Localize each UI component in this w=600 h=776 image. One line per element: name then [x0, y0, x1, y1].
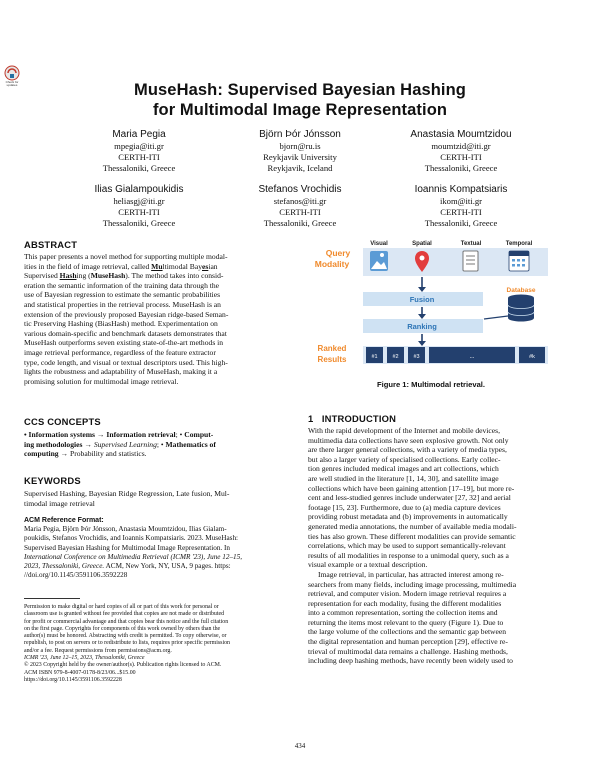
text-run: ian [208, 261, 218, 271]
intro-line: ties has also grown. These different modalities can provide semantic [308, 531, 516, 541]
author-location: Thessaloniki, Greece [102, 218, 176, 229]
abstract-line: lights the robustness and adaptability of MuseHash, making it a [24, 367, 218, 377]
intro-line: visual example or a textual description. [308, 560, 428, 570]
result-label-3: #3 [413, 354, 420, 360]
text-run: → [58, 449, 70, 459]
abstract-line: various domain-specific and benchmark datasets demonstrates that [24, 328, 227, 338]
acm-reference-heading: ACM Reference Format: [24, 517, 104, 524]
arrowhead [418, 287, 426, 292]
text-run: Comput- [184, 430, 214, 439]
query-label-1: Query [325, 248, 351, 258]
intro-line: into a common representation, sorting the collection items and [308, 608, 498, 618]
intro-line: are there larger general collections, with a variety of media types, [308, 445, 507, 455]
intro-line: results of all modalities in response to a unimodal query, such as a [308, 550, 509, 560]
author-email[interactable]: stefanos@iti.gr [273, 196, 327, 206]
author-email[interactable]: mpegia@iti.gr [114, 141, 164, 151]
intro-line: cent and less-studied genres include underwater [27, 32] and aerial [308, 493, 511, 503]
abstract-line [24, 271, 286, 281]
abstract-body [24, 252, 286, 386]
acm-ref-line: poukidis, Stefanos Vrochidis, and Ioannis Kompatsiaris. 2023. MuseHash: [24, 534, 239, 543]
intro-line: returning the items most relevant to the query (Figure 1). Due to [308, 617, 504, 627]
intro-line: including deep hashing methods, have recently been widely used to [308, 656, 513, 666]
ranked-label-1: Ranked [317, 344, 347, 353]
intro-line: Image retrieval, in particular, has attracted interest among re- [318, 569, 504, 579]
author-affiliation: CERTH-ITI [279, 207, 321, 218]
abstract-line: MuseHash outperforms seven existing state-of-the-art methods in [24, 338, 224, 348]
text-run: ACM, New York, NY, USA, 9 pages. https: [104, 562, 231, 571]
footnote-copyright: © 2023 Copyright held by the owner/author(s). Publication rights licensed to ACM. [24, 662, 222, 669]
text-run: 2023, Thessaloniki, Greece. [24, 562, 105, 571]
abstract-line [24, 262, 286, 272]
logo-text: Check for updates [5, 80, 19, 88]
intro-body [308, 426, 576, 666]
author-name: Maria Pegia [112, 129, 166, 140]
result-label-k: #k [529, 354, 535, 360]
abstract-line: promising solution for multimodal image retrieval. [24, 376, 179, 386]
acm-ref-line [24, 562, 286, 571]
footnote-line: republish, to post on servers or to redistribute to lists, requires prior specific permission [24, 640, 230, 647]
figure-1 [308, 236, 554, 368]
intro-line: trieval of multimodal data remains a challenge. Hashing methods, [308, 646, 508, 656]
intro-heading-text: INTRODUCTION [321, 413, 397, 424]
acm-ref-doi-link[interactable]: //doi.org/10.1145/3591106.3592228 [24, 571, 128, 580]
abstract-line: eration the semantic information of the training data through the [24, 280, 220, 290]
calendar-icon [509, 251, 529, 271]
author-block [64, 128, 214, 175]
intro-line: providing robust metadata and (b) improvements in automatically [308, 512, 508, 522]
query-label-2: Modality [314, 259, 350, 269]
document-icon [463, 251, 478, 271]
intro-line: are well studied in the literature [1, 14, 30], and satellite image [308, 473, 499, 483]
image-icon [370, 251, 388, 271]
keywords-body [24, 489, 286, 508]
text-run: Hash [59, 271, 77, 281]
database-label: Database [506, 287, 536, 294]
text-run: → [82, 439, 94, 449]
permission-footnote [24, 604, 286, 684]
author-block [225, 128, 375, 175]
intro-line: collections which have been gaining attention [17–19], but more re- [308, 483, 515, 493]
author-block [386, 183, 536, 230]
ranking-label: Ranking [407, 322, 437, 331]
keywords-line: Supervised Hashing, Bayesian Ridge Regression, Late fusion, Mul- [24, 489, 230, 498]
footnote-rule [24, 598, 80, 599]
intro-line: footage [15, 23]. Furthermore, due to (a) media capture devices [308, 502, 501, 512]
author-block [225, 183, 375, 230]
author-block [386, 128, 536, 175]
text-run: ; • [175, 430, 185, 439]
footnote-line: classroom use is granted without fee provided that copies are not made or distributed [24, 611, 225, 618]
acm-ref-line: International Conference on Multimedia Retrieval (ICMR '23), June 12–15, [24, 552, 243, 561]
abstract-line: image retrieval performance, regardless of the feature extractor [24, 347, 216, 357]
footnote-doi-link[interactable]: https://doi.org/10.1145/3591106.3592228 [24, 676, 122, 683]
abstract-line: tic Preserving Hashing (BiasHash) method. Experimentation on [24, 319, 218, 329]
col-spatial-label: Spatial [412, 241, 432, 247]
footnote-line: on the first page. Copyrights for components of this work owned by others than the [24, 625, 221, 632]
text-run: es [202, 261, 209, 271]
text-run: Mu [151, 261, 163, 271]
text-run: ltimodal Bay [162, 261, 202, 271]
title-line-1: MuseHash: Supervised Bayesian Hashing [134, 81, 466, 99]
intro-line: searchers from many fields, including image processing, multimedia [308, 579, 517, 589]
fusion-label: Fusion [409, 295, 435, 304]
author-email[interactable]: bjorn@ru.is [279, 141, 321, 151]
author-location: Thessaloniki, Greece [424, 218, 498, 229]
page-number: 434 [294, 742, 306, 750]
author-name: Björn Þór Jónsson [259, 129, 341, 140]
ccs-body [24, 430, 286, 459]
keywords-heading: KEYWORDS [24, 475, 81, 486]
intro-line: representation for each modality, fusing the different modalities [308, 598, 502, 608]
text-run: computing [24, 449, 59, 459]
author-email[interactable]: ikom@iti.gr [439, 196, 483, 206]
ccs-line [24, 440, 286, 450]
text-run: ; • [156, 439, 166, 449]
col-textual-label: Textual [460, 241, 482, 247]
author-affiliation: CERTH-ITI [118, 207, 160, 218]
intro-line: the large volume of the collections and the semantic gap between [308, 627, 507, 637]
intro-heading [308, 413, 396, 424]
author-name: Ioannis Kompatsiaris [414, 184, 508, 195]
author-affiliation: CERTH-ITI [118, 152, 160, 163]
author-name: Stefanos Vrochidis [258, 184, 342, 195]
keywords-line: timodal image retrieval [24, 498, 95, 508]
footnote-isbn: ACM ISBN 979-8-4007-0178-8/23/06...$15.00 [24, 669, 136, 676]
acm-reference [24, 516, 286, 580]
intro-line: generated media annotations, the number of available media modali- [308, 521, 517, 531]
abstract-line: extension of the previously proposed Bayesian ridge-based Seman- [24, 309, 229, 319]
abstract-heading: ABSTRACT [24, 239, 78, 250]
abstract-line: and statistical properties in the retrieval process. MuseHash is an [24, 299, 221, 309]
footnote-line: Permission to make digital or hard copies of all or part of this work for personal or [24, 604, 219, 610]
author-affiliation: Reykjavik University [263, 152, 337, 163]
intro-line: With the rapid development of the Internet and mobile devices, [308, 426, 501, 435]
result-label-ellipsis: ... [469, 354, 475, 360]
col-visual-label: Visual [370, 241, 388, 247]
arrowhead [418, 314, 426, 319]
author-affiliation: CERTH-ITI [440, 207, 482, 218]
abstract-line: This paper presents a novel method for supporting multiple modal- [24, 252, 228, 261]
figure-caption: Figure 1: Multimodal retrieval. [376, 380, 486, 389]
text-run: Mathematics of [165, 439, 216, 449]
col-temporal-label: Temporal [505, 241, 533, 247]
abstract-line: use of Bayesian regression to estimate the semantic probabilities [24, 290, 221, 300]
text-run: ). The method takes into consid- [125, 271, 224, 281]
abstract-line: type, code length, and visual or textual descriptors used. This high- [24, 357, 228, 367]
paper-title [0, 80, 600, 120]
footnote-line: for profit or commercial advantage and that copies bear this notice and the full citation [24, 618, 229, 625]
intro-line: multimedia data collections have seen explosive growth. Not only [308, 435, 509, 445]
author-affiliation: CERTH-ITI [440, 152, 482, 163]
result-label-2: #2 [392, 354, 399, 360]
text-run: ing ( [76, 271, 91, 281]
text-run: • Information systems [24, 430, 95, 439]
text-run: → [95, 430, 107, 439]
author-name: Ilias Gialampoukidis [94, 184, 184, 195]
footnote-line: and/or a fee. Request permissions from permissions@acm.org. [24, 647, 172, 654]
title-line-2: for Multimodal Image Representation [152, 101, 448, 119]
text-run: Supervised Learning [93, 439, 157, 449]
intro-line: retrieval, and computer vision. Modern image retrieval requires a [308, 589, 507, 599]
ranked-label-2: Results [317, 355, 347, 364]
ccs-heading: CCS CONCEPTS [24, 416, 101, 427]
text-run: Supervised [24, 271, 60, 281]
footnote-line: author(s) must be honored. Abstracting with credit is permitted. To copy otherwise, or [24, 633, 227, 640]
intro-line: tion genres included medical images and art collections, which [308, 464, 499, 474]
footnote-conference: ICMR '23, June 12–15, 2023, Thessaloniki, Greece [24, 655, 145, 662]
text-run: ities in the field of image retrieval, called [24, 261, 152, 271]
result-label-1: #1 [371, 354, 378, 360]
author-email[interactable]: moumtzid@iti.gr [431, 141, 491, 151]
author-location: Thessaloniki, Greece [102, 163, 176, 174]
author-name: Anastasia Moumtzidou [410, 129, 512, 140]
author-location: Thessaloniki, Greece [424, 163, 498, 174]
multimodal-retrieval-diagram [308, 236, 554, 368]
ccs-line [24, 430, 286, 440]
text-run: Information retrieval [106, 430, 176, 439]
intro-line: but also a larger variety of specialised collections. Early collec- [308, 454, 501, 464]
intro-line: the digital representation and human perception [29], effective re- [308, 637, 508, 647]
author-block [64, 183, 214, 230]
author-location: Reykjavik, Iceland [267, 163, 333, 174]
text-run: MuseHash [90, 271, 126, 281]
database-icon [508, 295, 534, 322]
arrowhead [418, 341, 426, 346]
ccs-line [24, 449, 286, 459]
acm-ref-line: Maria Pegia, Björn Þór Jónsson, Anastasia Moumtzidou, Ilias Gialam- [24, 525, 227, 534]
db-arrow [484, 316, 508, 319]
intro-heading-number: 1 [308, 413, 314, 424]
text-run: ing methodologies [24, 439, 83, 449]
intro-line: correlations, which may be used to support semantically-relevant [308, 541, 506, 551]
acm-ref-line: Supervised Bayesian Hashing for Multimodal Image Representation. In [24, 543, 230, 552]
text-run: Probability and statistics. [70, 449, 147, 459]
author-location: Thessaloniki, Greece [263, 218, 337, 229]
author-email[interactable]: heliasgj@iti.gr [113, 196, 165, 206]
